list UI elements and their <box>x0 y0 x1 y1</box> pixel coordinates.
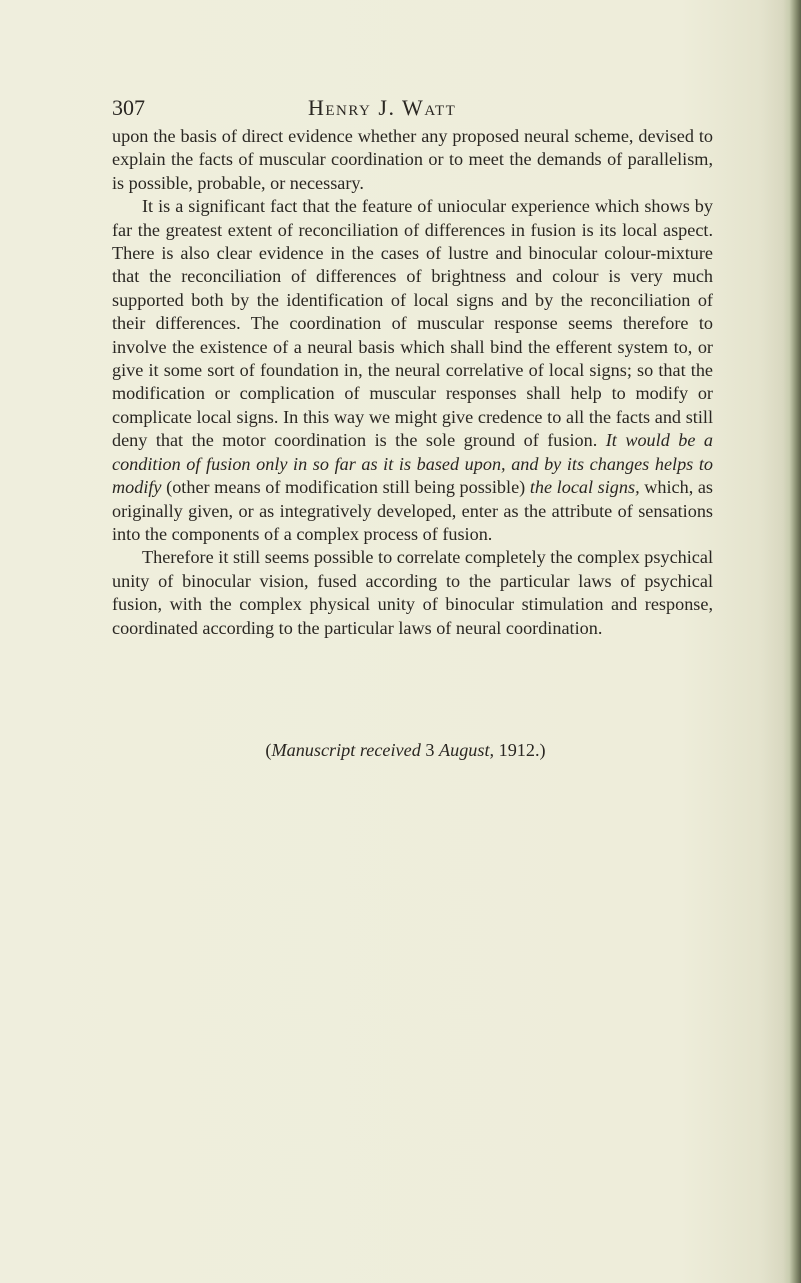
page-header <box>112 95 712 121</box>
note-month: August, <box>438 740 495 760</box>
paragraph-2-italic-a: It would be a condition of fusion only in so far as it is based upon, and by its changes helps to modify <box>112 430 713 498</box>
page-edge-shadow <box>783 0 801 1283</box>
paragraph-2-italic-b: the local signs, <box>529 477 640 498</box>
paragraph-2-mid: (other means of modification still being possible) <box>166 477 526 498</box>
paragraph-3: Therefore it still seems possible to correlate completely the complex psychical unity of binocular vision, fused according to the particular laws of psychical fusion, with the complex physical unity of binocular stimulation and response, coordinated according to the particular laws of neural coordination. <box>112 547 713 638</box>
paragraph-2-end: which, as originally given, or as integratively developed, enter as the attribute of sensations into the components of a complex process of fusion. <box>112 477 714 544</box>
running-head: Henry J. Watt <box>308 95 457 120</box>
paragraph-1: upon the basis of direct evidence whether any proposed neural scheme, devised to explain the facts of muscular coordination or to meet the demands of parallelism, is possible, probable, or necessary. <box>112 126 713 193</box>
note-italic: Manuscript received <box>271 740 421 760</box>
paragraph-2-main: It is a significant fact that the feature of uniocular experience which shows by far the greatest extent of reconciliation of differences in fusion is its local aspect. There is also clear evidence in the cases of lustre and binocular colour-mixture that the reconciliation of differences of brightness and colour is very much supported both by the identification of local signs and by the reconciliation of their differences. The coordination of muscular response seems therefore to involve the existence of a neural basis which shall bind the efferent system to, or give it some sort of foundation in, the neural correlative of local signs; so that the modification or complication of muscular responses shall help to modify or complicate local signs. In this way we might give credence to all the facts and still deny that the motor coordination is the sole ground of fusion. <box>112 196 713 451</box>
note-year: 1912.) <box>498 740 546 760</box>
page-number: 307 <box>112 95 145 120</box>
note-open: ( <box>265 740 272 760</box>
body-text <box>112 125 713 640</box>
manuscript-note <box>0 740 801 761</box>
note-day: 3 <box>425 740 435 760</box>
paragraph-2 <box>112 195 713 546</box>
